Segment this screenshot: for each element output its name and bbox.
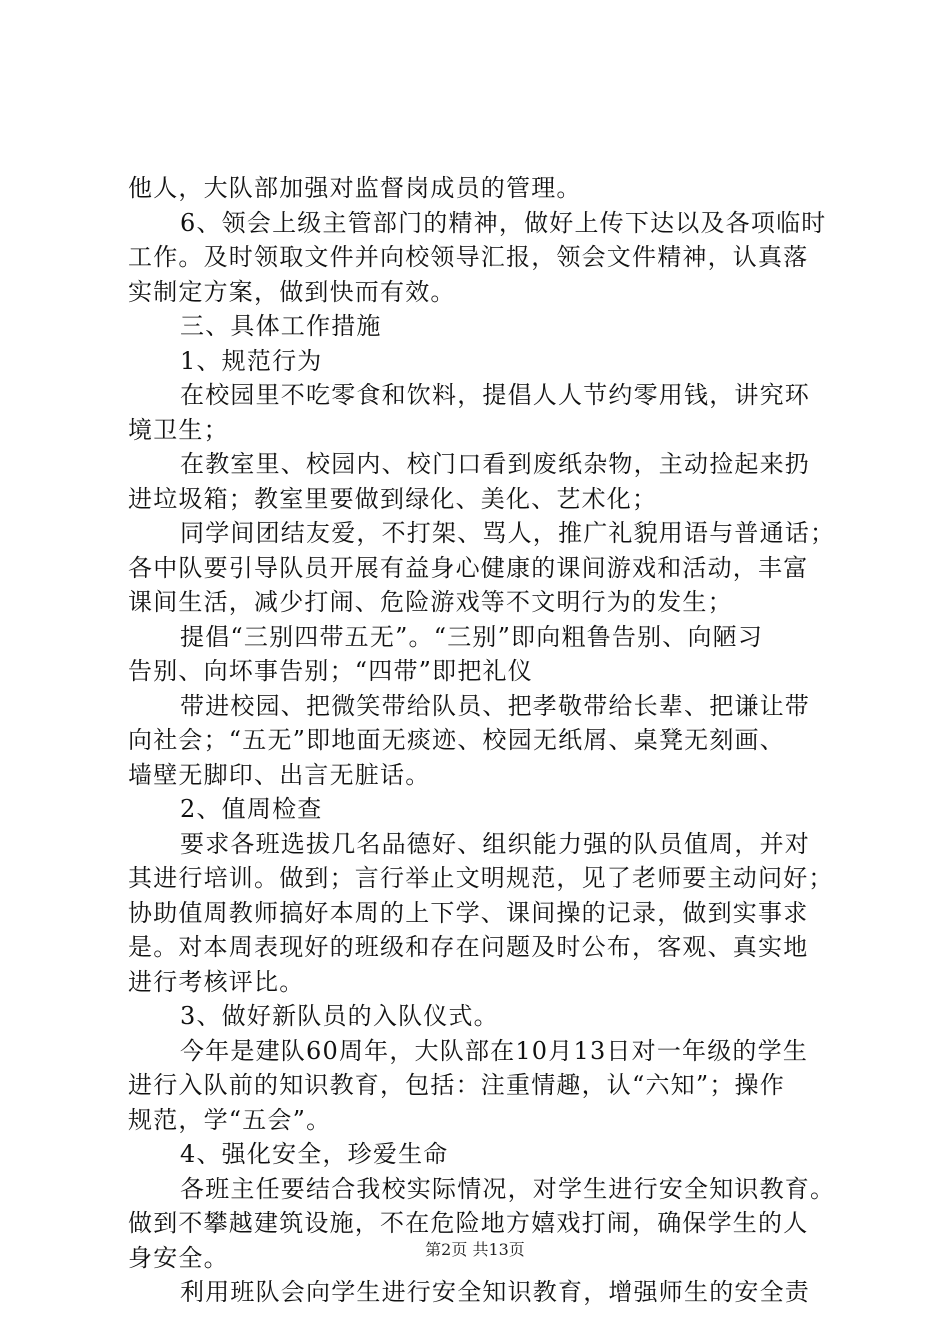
- text-line: 1、规范行为: [180, 346, 323, 375]
- text-line: 告别、向坏事告别；“四带”即把礼仪: [128, 657, 533, 685]
- text-line: 在校园里不吃零食和饮料，提倡人人节约零用钱，讲究环: [180, 381, 810, 409]
- text-line: 4、强化安全，珍爱生命: [180, 1140, 449, 1168]
- page-number-footer: 第2页 共13页: [425, 1240, 525, 1259]
- text-line: 6、领会上级主管部门的精神，做好上传下达以及各项临时: [180, 208, 827, 237]
- text-line: 各班主任要结合我校实际情况，对学生进行安全知识教育。: [180, 1174, 836, 1203]
- text-line: 墙壁无脚印、出言无脏话。: [128, 760, 431, 789]
- document-body: [128, 171, 848, 1310]
- text-line: 2、值周检查: [180, 795, 323, 823]
- text-line: 进行入队前的知识教育，包括：注重情趣，认“六知”；操作: [128, 1071, 785, 1099]
- text-line: 身安全。: [128, 1243, 229, 1272]
- text-line: 三、具体工作措施: [180, 312, 382, 340]
- text-line: 工作。及时领取文件并向校领导汇报，领会文件精神，认真落: [128, 243, 809, 271]
- text-line: 课间生活，减少打闹、危险游戏等不文明行为的发生；: [128, 588, 733, 616]
- text-line: 向社会；“五无”即地面无痰迹、校园无纸屑、桌凳无刻画、: [128, 726, 785, 754]
- text-line: 规范，学“五会”。: [128, 1105, 332, 1134]
- text-line: 今年是建队60周年，大队部在10月13日对一年级的学生: [180, 1036, 809, 1065]
- text-line: 在教室里、校园内、校门口看到废纸杂物，主动捡起来扔: [180, 450, 810, 478]
- text-line: 是。对本周表现好的班级和存在问题及时公布，客观、真实地: [128, 933, 809, 961]
- text-line: 协助值周教师搞好本周的上下学、课间操的记录，做到实事求: [128, 898, 809, 927]
- text-line: 3、做好新队员的入队仪式。: [180, 1002, 499, 1030]
- text-line: 利用班队会向学生进行安全知识教育，增强师生的安全责: [180, 1278, 810, 1306]
- text-line: 各中队要引导队员开展有益身心健康的课间游戏和活动，丰富: [128, 553, 809, 582]
- text-line: 要求各班选拔几名品德好、组织能力强的队员值周，并对: [180, 829, 810, 858]
- text-line: 进行考核评比。: [128, 967, 305, 996]
- text-line: 提倡“三别四带五无”。“三别”即向粗鲁告别、向陋习: [180, 622, 764, 651]
- text-line: 同学间团结友爱，不打架、骂人，推广礼貌用语与普通话；: [180, 519, 836, 547]
- text-line: 他人，大队部加强对监督岗成员的管理。: [128, 174, 582, 202]
- text-line: 带进校园、把微笑带给队员、把孝敬带给长辈、把谦让带: [180, 691, 810, 720]
- text-line: 其进行培训。做到；言行举止文明规范，见了老师要主动问好；: [128, 864, 834, 892]
- text-line: 进垃圾箱；教室里要做到绿化、美化、艺术化；: [128, 484, 658, 513]
- text-line: 境卫生；: [128, 415, 229, 444]
- text-line: 做到不攀越建筑设施，不在危险地方嬉戏打闹，确保学生的人: [128, 1209, 809, 1237]
- text-line: 实制定方案，做到快而有效。: [128, 277, 456, 306]
